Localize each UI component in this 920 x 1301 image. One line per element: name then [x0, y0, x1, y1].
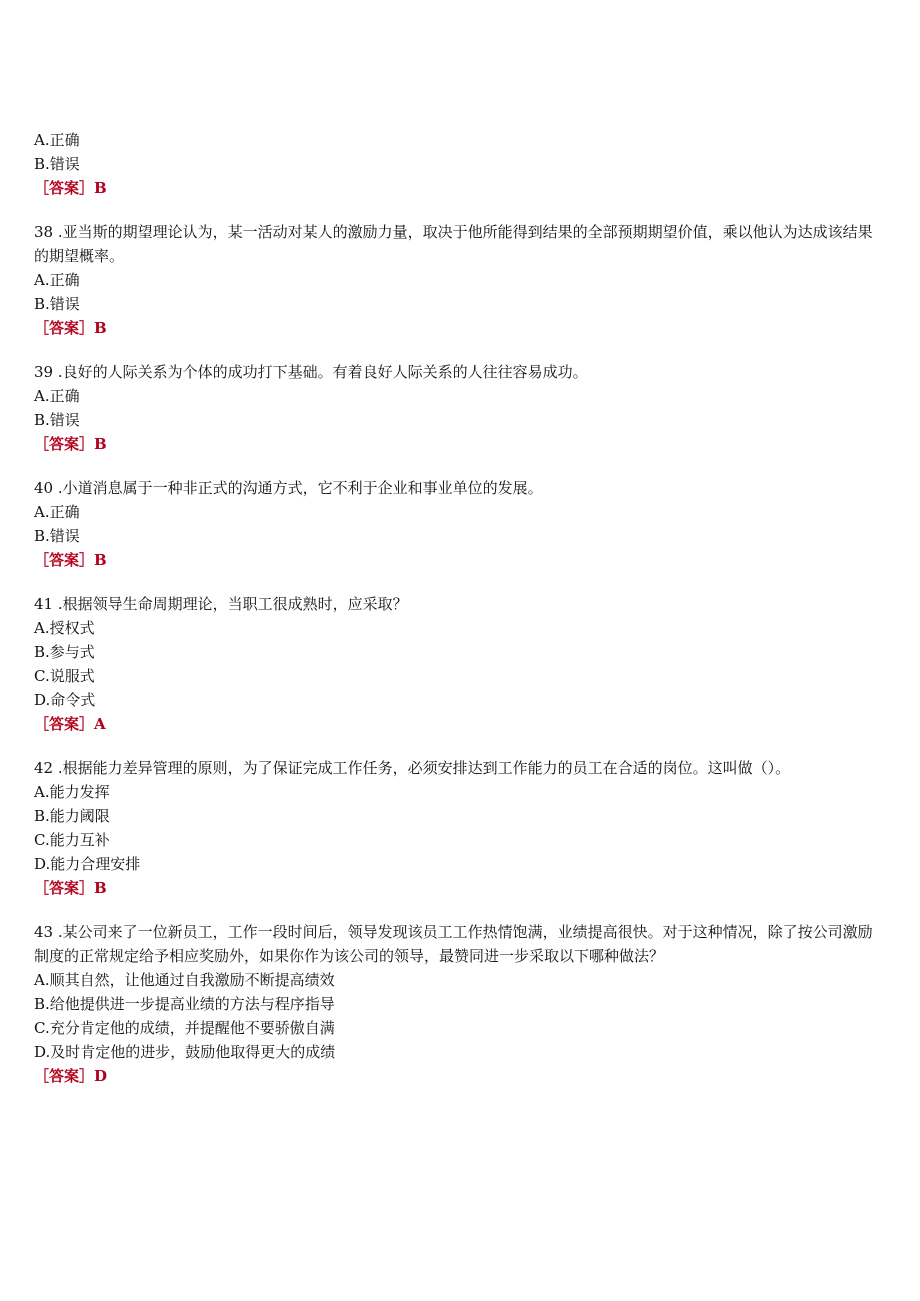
option-a: A.正确: [34, 271, 80, 289]
option-b: B.能力阈限: [34, 807, 110, 825]
option-b: B.参与式: [34, 643, 95, 661]
option-a: A.授权式: [34, 619, 95, 637]
answer-label: ［答案］A: [34, 715, 106, 733]
option-b: B.错误: [34, 155, 80, 173]
option-c: C.说服式: [34, 667, 95, 685]
option-d: D.能力合理安排: [34, 855, 141, 873]
question-41: [34, 592, 886, 736]
answer-label: ［答案］D: [34, 1067, 108, 1085]
option-d: D.命令式: [34, 691, 96, 709]
question-stem: 43 .某公司来了一位新员工，工作一段时间后，领导发现该员工工作热情饱满，业绩提高很快。对于这种情况，除了按公司激励制度的正常规定给予相应奖励外，如果你作为该公司的领导，最赞同进一步采取以下哪种做法？: [34, 923, 873, 965]
option-a: A.正确: [34, 503, 80, 521]
option-b: B.错误: [34, 295, 80, 313]
question-43: [34, 920, 886, 1088]
option-a: A.能力发挥: [34, 783, 110, 801]
question-stem: 41 .根据领导生命周期理论，当职工很成熟时，应采取？: [34, 595, 408, 613]
question-list: [34, 128, 886, 1088]
option-b: B.错误: [34, 527, 80, 545]
answer-label: ［答案］B: [34, 179, 107, 197]
question-38: [34, 220, 886, 340]
option-c: C.充分肯定他的成绩，并提醒他不要骄傲自满: [34, 1019, 335, 1037]
question-39: [34, 360, 886, 456]
question-stem: 42 .根据能力差异管理的原则，为了保证完成工作任务，必须安排达到工作能力的员工在合适的岗位。这叫做（）。: [34, 759, 791, 777]
option-d: D.及时肯定他的进步，鼓励他取得更大的成绩: [34, 1043, 336, 1061]
question-stem: 39 .良好的人际关系为个体的成功打下基础。有着良好人际关系的人往往容易成功。: [34, 363, 588, 381]
option-b: B.错误: [34, 411, 80, 429]
answer-label: ［答案］B: [34, 319, 107, 337]
question-42: [34, 756, 886, 900]
question-stem: 40 .小道消息属于一种非正式的沟通方式，它不利于企业和事业单位的发展。: [34, 479, 543, 497]
question-40: [34, 476, 886, 572]
option-a: A.正确: [34, 131, 80, 149]
option-b: B.给他提供进一步提高业绩的方法与程序指导: [34, 995, 335, 1013]
answer-label: ［答案］B: [34, 879, 107, 897]
option-a: A.正确: [34, 387, 80, 405]
answer-label: ［答案］B: [34, 435, 107, 453]
answer-label: ［答案］B: [34, 551, 107, 569]
question-stem: 38 .亚当斯的期望理论认为，某一活动对某人的激励力量，取决于他所能得到结果的全部预期期望价值，乘以他认为达成该结果的期望概率。: [34, 223, 873, 265]
option-a: A.顺其自然，让他通过自我激励不断提高绩效: [34, 971, 335, 989]
question-37: [34, 128, 886, 200]
option-c: C.能力互补: [34, 831, 110, 849]
